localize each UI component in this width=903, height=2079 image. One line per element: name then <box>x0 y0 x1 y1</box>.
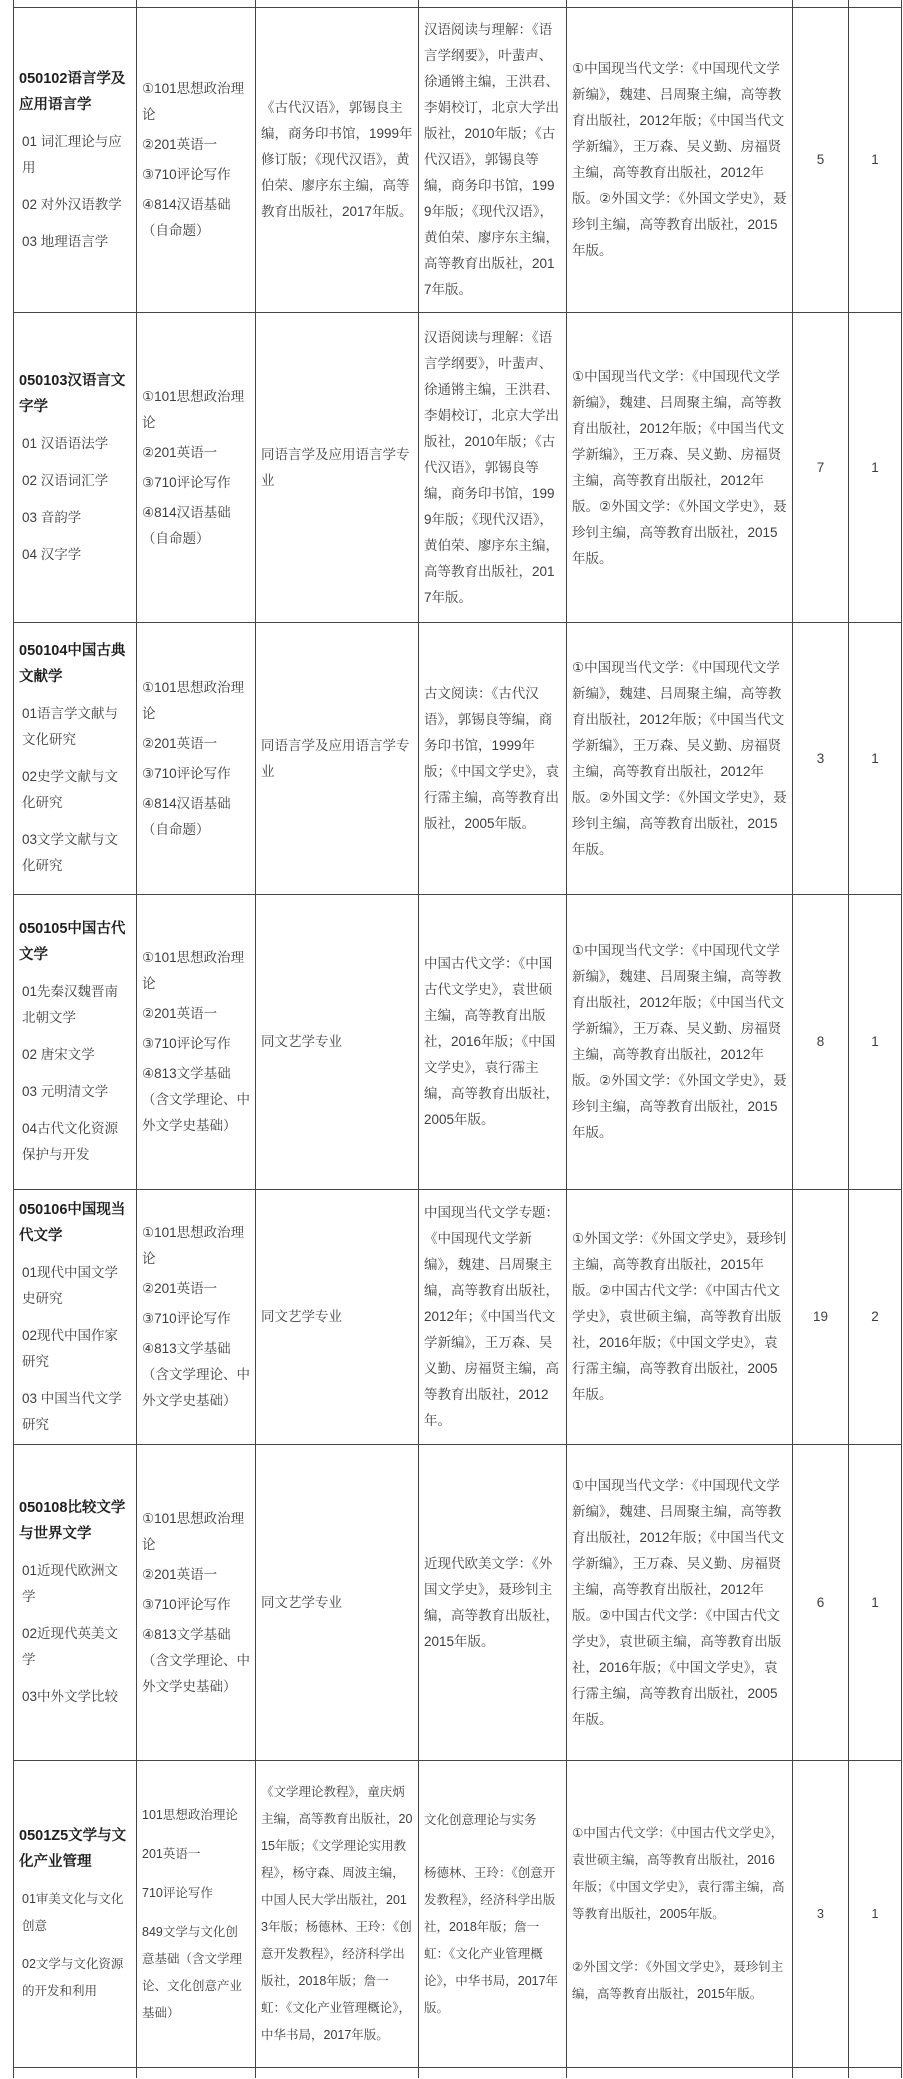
admit-count-cell: 7 <box>793 313 849 623</box>
research-direction: 02文学与文化资源的开发和利用 <box>22 1957 124 1998</box>
exam-subject: ①101思想政治理论 <box>142 950 245 991</box>
retest-content-cell <box>419 8 567 313</box>
additional-books-text: ①中国现当代文学：《中国现代文学新编》，魏建、吕周聚主编，高等教育出版社，2012年版；《中国当代文学新编》，王万森、吴义勤、房福贤主编，高等教育出版社，2012年版。②外国文学：《外国文学史》，聂珍钊主编，高等教育出版社，2015年版。 <box>572 368 787 566</box>
major-cell <box>14 1190 137 1445</box>
empty-cell <box>793 0 849 8</box>
exam-subject: ①101思想政治理论 <box>142 388 245 430</box>
empty-cell <box>137 0 256 8</box>
exam-subject: ③710评论写作 <box>142 474 231 490</box>
reference-books-text: 同语言学及应用语言学专业 <box>261 446 410 488</box>
major-cell <box>14 1445 137 1761</box>
major-cell <box>14 623 137 895</box>
reference-books-text: 《文学理论教程》，童庆炳主编，高等教育出版社，2015年版；《文学理论实用教程》，杨守森、周波主编，中国人民大学出版社，2013年版；杨德林、王玲：《创意开发教程》，经济科学出版社，2018年版；詹一虹：《文化产业管理概论》，中华书局，2017年版。 <box>261 1785 413 2042</box>
table-row-cutoff-top <box>14 0 902 8</box>
retest-content-cell <box>419 1761 567 2068</box>
other-count-cell: 1 <box>849 1445 902 1761</box>
initial-reference-books-cell <box>256 623 419 895</box>
research-direction: 01审美文化与文化创意 <box>22 1892 124 1933</box>
table-row <box>14 8 902 313</box>
additional-books-cell <box>567 1761 793 2068</box>
research-direction: 01语言学文献与文化研究 <box>22 706 119 747</box>
exam-subject: ①101思想政治理论 <box>142 679 245 721</box>
additional-books-cell <box>567 895 793 1190</box>
initial-exam-subjects-cell <box>137 8 256 313</box>
exam-subject: 710评论写作 <box>142 1885 213 1900</box>
empty-cell <box>567 2068 793 2079</box>
major-code-name: 0501Z5文学与文化产业管理 <box>19 1828 127 1870</box>
additional-books-text: ①中国现当代文学：《中国现代文学新编》，魏建、吕周聚主编，高等教育出版社，2012年版；《中国当代文学新编》，王万森、吴义勤、房福贤主编，高等教育出版社，2012年版。②外国文学：《外国文学史》，聂珍钊主编，高等教育出版社，2015年版。 <box>572 61 787 258</box>
additional-books-text: ①中国现当代文学：《中国现代文学新编》，魏建、吕周聚主编，高等教育出版社，2012年版；《中国当代文学新编》，王万森、吴义勤、房福贤主编，高等教育出版社，2012年版。②外国文学：《外国文学史》，聂珍钊主编，高等教育出版社，2015年版。 <box>572 943 787 1140</box>
exam-subject: ②201英语一 <box>142 1566 218 1582</box>
initial-exam-subjects-cell <box>137 895 256 1190</box>
exam-subject: ①101思想政治理论 <box>142 81 245 122</box>
research-direction: 03 中国当代文学研究 <box>22 1390 122 1432</box>
other-count-cell: 1 <box>849 895 902 1190</box>
initial-exam-subjects-cell <box>137 1445 256 1761</box>
other-count-cell: 2 <box>849 1190 902 1445</box>
exam-subject: ④814汉语基础（自命题） <box>142 504 231 546</box>
table-row <box>14 623 902 895</box>
research-direction: 04 汉字学 <box>22 546 82 562</box>
exam-subject: ④814汉语基础（自命题） <box>142 197 231 238</box>
exam-subject: ③710评论写作 <box>142 1036 231 1051</box>
reference-books-text: 同语言学及应用语言学专业 <box>261 737 410 779</box>
exam-subject: ③710评论写作 <box>142 765 231 781</box>
exam-subject: ②201英语一 <box>142 444 218 460</box>
retest-content-cell <box>419 1445 567 1761</box>
additional-books-text: ②外国文学：《外国文学史》，聂珍钊主编，高等教育出版社，2015年版。 <box>572 1960 784 2001</box>
table-row <box>14 1445 902 1761</box>
other-count-cell: 1 <box>849 623 902 895</box>
empty-cell <box>137 2068 256 2079</box>
additional-books-text: ①中国古代文学：《中国古代文学史》，袁世硕主编，高等教育出版社，2016年版；《中国文学史》，袁行霈主编，高等教育出版社，2005年版。 <box>572 1826 785 1921</box>
retest-content-text: 文化创意理论与实务 <box>424 1812 537 1827</box>
retest-content-text: 汉语阅读与理解：《语言学纲要》，叶蜚声、徐通锵主编，王洪君、李娟校订，北京大学出版社，2010年版；《古代汉语》，郭锡良等编，商务印书馆，1999年版；《现代汉语》，黄伯荣、廖序东主编，高等教育出版社，2017年版。 <box>424 329 559 605</box>
retest-content-cell <box>419 1190 567 1445</box>
reference-books-text: 《古代汉语》，郭锡良主编，商务印书馆，1999年修订版；《现代汉语》，黄伯荣、廖序东主编，高等教育出版社，2017年版。 <box>261 100 413 219</box>
other-count-cell: 1 <box>849 1761 902 2068</box>
retest-content-text: 近现代欧美文学：《外国文学史》，聂珍钊主编，高等教育出版社，2015年版。 <box>424 1555 559 1649</box>
retest-content-text: 中国古代文学：《中国古代文学史》，袁世硕主编，高等教育出版社，2016年版；《中国文学史》，袁行霈主编，高等教育出版社，2005年版。 <box>424 956 559 1127</box>
exam-subject: ②201英语一 <box>142 1006 218 1021</box>
major-code-name: 050102语言学及应用语言学 <box>19 70 126 113</box>
additional-books-cell <box>567 1445 793 1761</box>
empty-cell <box>14 0 137 8</box>
majors-table <box>13 0 902 2078</box>
empty-cell <box>256 0 419 8</box>
empty-cell <box>419 0 567 8</box>
admit-count-cell: 3 <box>793 623 849 895</box>
retest-content-text: 中国现当代文学专题：《中国现代文学新编》，魏建、吕周聚主编，高等教育出版社，2012年；《中国当代文学新编》，王万森、吴义勤、房福贤主编，高等教育出版社，2012年。 <box>424 1205 559 1428</box>
empty-cell <box>256 2068 419 2079</box>
admit-count-cell: 5 <box>793 8 849 313</box>
table-row-cutoff-bottom <box>14 2068 902 2079</box>
research-direction: 01先秦汉魏晋南北朝文学 <box>22 984 119 1025</box>
major-cell <box>14 8 137 313</box>
exam-subject: ②201英语一 <box>142 735 218 751</box>
research-direction: 01 词汇理论与应用 <box>22 133 122 175</box>
major-code-name: 050103汉语言文字学 <box>19 372 126 415</box>
initial-reference-books-cell <box>256 1190 419 1445</box>
retest-content-text: 汉语阅读与理解：《语言学纲要》，叶蜚声、徐通锵主编，王洪君、李娟校订，北京大学出版社，2010年版；《古代汉语》，郭锡良等编，商务印书馆，1999年版；《现代汉语》，黄伯荣、廖序东主编，高等教育出版社，2017年版。 <box>424 22 559 297</box>
admit-count-cell: 19 <box>793 1190 849 1445</box>
major-code-name: 050104中国古典文献学 <box>19 643 126 685</box>
empty-cell <box>793 2068 849 2079</box>
additional-books-text: ①外国文学：《外国文学史》，聂珍钊主编，高等教育出版社，2015年版。②中国古代文学：《中国古代文学史》，袁世硕主编，高等教育出版社，2016年版；《中国文学史》，袁行霈主编，高等教育出版社，2005年版。 <box>572 1231 787 1402</box>
major-cell <box>14 313 137 623</box>
additional-books-cell <box>567 8 793 313</box>
other-count-cell: 1 <box>849 313 902 623</box>
initial-reference-books-cell <box>256 1761 419 2068</box>
exam-subject: ②201英语一 <box>142 137 218 152</box>
admit-count-cell: 8 <box>793 895 849 1190</box>
major-code-name: 050106中国现当代文学 <box>19 1201 126 1244</box>
table-row <box>14 1190 902 1445</box>
exam-subject: ④813文学基础（含文学理论、中外文学史基础） <box>142 1626 250 1694</box>
empty-cell <box>419 2068 567 2079</box>
research-direction: 01 汉语语法学 <box>22 435 109 451</box>
exam-subject: ④813文学基础（含文学理论、中外文学史基础） <box>142 1066 250 1133</box>
majors-table-body <box>14 0 902 2078</box>
exam-subject: 201英语一 <box>142 1846 201 1861</box>
retest-content-cell <box>419 895 567 1190</box>
research-direction: 02近现代英美文学 <box>22 1626 119 1667</box>
empty-cell <box>567 0 793 8</box>
initial-reference-books-cell <box>256 313 419 623</box>
research-direction: 02现代中国作家研究 <box>22 1327 119 1369</box>
exam-subject: 849文学与文化创意基础（含文学理论、文化创意产业基础） <box>142 1924 243 2020</box>
initial-exam-subjects-cell <box>137 1190 256 1445</box>
research-direction: 03 音韵学 <box>22 509 82 525</box>
research-direction: 02 对外汉语教学 <box>22 196 122 212</box>
research-direction: 02 唐宋文学 <box>22 1047 95 1062</box>
research-direction: 03 地理语言学 <box>22 233 109 249</box>
research-direction: 02 汉语词汇学 <box>22 472 109 488</box>
initial-exam-subjects-cell <box>137 1761 256 2068</box>
research-direction: 01近现代欧洲文学 <box>22 1563 119 1604</box>
exam-subject: ①101思想政治理论 <box>142 1225 245 1266</box>
initial-reference-books-cell <box>256 895 419 1190</box>
initial-exam-subjects-cell <box>137 623 256 895</box>
major-cell <box>14 1761 137 2068</box>
major-code-name: 050105中国古代文学 <box>19 921 126 963</box>
reference-books-text: 同文艺学专业 <box>261 1309 342 1324</box>
initial-reference-books-cell <box>256 8 419 313</box>
major-cell <box>14 895 137 1190</box>
additional-books-cell <box>567 313 793 623</box>
other-count-cell: 1 <box>849 8 902 313</box>
research-direction: 01现代中国文学史研究 <box>22 1264 119 1306</box>
exam-subject: ④814汉语基础（自命题） <box>142 795 231 837</box>
research-direction: 02史学文献与文化研究 <box>22 769 119 810</box>
table-row <box>14 313 902 623</box>
additional-books-cell <box>567 623 793 895</box>
admit-count-cell: 6 <box>793 1445 849 1761</box>
retest-content-cell <box>419 623 567 895</box>
exam-subject: ③710评论写作 <box>142 1311 231 1326</box>
retest-content-text: 杨德林、王玲：《创意开发教程》，经济科学出版社，2018年版；詹一虹：《文化产业管理概论》，中华书局，2017年版。 <box>424 1865 559 2015</box>
additional-books-text: ①中国现当代文学：《中国现代文学新编》，魏建、吕周聚主编，高等教育出版社，2012年版；《中国当代文学新编》，王万森、吴义勤、房福贤主编，高等教育出版社，2012年版。②中国古代文学：《中国古代文学史》，袁世硕主编，高等教育出版社，2016年版；《中国文学史》，袁行霈主编，高等教育出版社，2005年版。 <box>572 1477 785 1727</box>
research-direction: 03中外文学比较 <box>22 1689 119 1704</box>
major-code-name: 050108比较文学与世界文学 <box>19 1500 126 1542</box>
exam-subject: 101思想政治理论 <box>142 1807 238 1822</box>
exam-subject: ③710评论写作 <box>142 167 231 182</box>
retest-content-text: 古文阅读：《古代汉语》，郭锡良等编，商务印书馆，1999年版；《中国文学史》，袁行霈主编，高等教育出版社，2005年版。 <box>424 685 559 831</box>
research-direction: 03 元明清文学 <box>22 1084 109 1099</box>
initial-exam-subjects-cell <box>137 313 256 623</box>
initial-reference-books-cell <box>256 1445 419 1761</box>
retest-content-cell <box>419 313 567 623</box>
exam-subject: ④813文学基础（含文学理论、中外文学史基础） <box>142 1341 250 1408</box>
empty-cell <box>849 2068 902 2079</box>
table-row <box>14 895 902 1190</box>
exam-subject: ③710评论写作 <box>142 1596 231 1612</box>
exam-subject: ②201英语一 <box>142 1281 218 1296</box>
reference-books-text: 同文艺学专业 <box>261 1594 342 1610</box>
table-row <box>14 1761 902 2068</box>
research-direction: 04古代文化资源保护与开发 <box>22 1121 119 1162</box>
empty-cell <box>14 2068 137 2079</box>
empty-cell <box>849 0 902 8</box>
additional-books-text: ①中国现当代文学：《中国现代文学新编》，魏建、吕周聚主编，高等教育出版社，2012年版；《中国当代文学新编》，王万森、吴义勤、房福贤主编，高等教育出版社，2012年版。②外国文学：《外国文学史》，聂珍钊主编，高等教育出版社，2015年版。 <box>572 659 787 857</box>
research-direction: 03文学文献与文化研究 <box>22 832 119 873</box>
exam-subject: ①101思想政治理论 <box>142 1510 245 1552</box>
reference-books-text: 同文艺学专业 <box>261 1034 342 1049</box>
additional-books-cell <box>567 1190 793 1445</box>
admit-count-cell: 3 <box>793 1761 849 2068</box>
